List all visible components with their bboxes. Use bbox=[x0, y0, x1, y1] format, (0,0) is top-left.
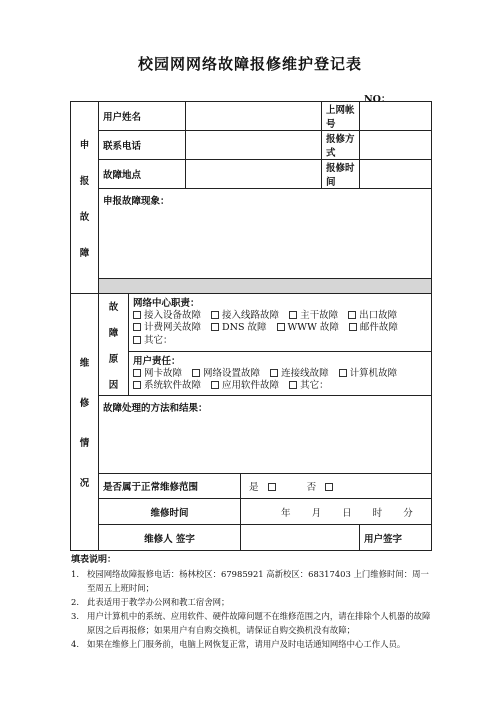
option-exit[interactable]: 出口故障 bbox=[348, 310, 397, 321]
phone-field[interactable] bbox=[186, 131, 322, 160]
user-name-label: 用户姓名 bbox=[99, 102, 186, 131]
signer-field[interactable] bbox=[241, 525, 360, 551]
repair-registration-form bbox=[70, 101, 432, 551]
location-field[interactable] bbox=[186, 160, 322, 189]
shaded-divider bbox=[99, 279, 432, 294]
option-user-other[interactable]: 其它： bbox=[289, 380, 329, 391]
option-cable[interactable]: 连接线故障 bbox=[270, 368, 329, 379]
option-system-software[interactable]: 系统软件故障 bbox=[133, 380, 201, 391]
center-duties-heading: 网络中心职责： bbox=[133, 298, 200, 309]
report-method-label: 报修方式 bbox=[322, 131, 360, 160]
scope-options bbox=[241, 474, 432, 499]
instruction-item: 2. 此表适用于教学办公网和教工宿舍网； bbox=[71, 597, 230, 607]
option-computer[interactable]: 计算机故障 bbox=[339, 368, 398, 379]
option-www[interactable]: WWW 故障 bbox=[277, 322, 339, 333]
fault-cause-label: 故 障 原 因 bbox=[99, 294, 129, 396]
instruction-item: 4. 如果在维修上门服务前，电脑上网恢复正常，请用户及时电话通知网络中心工作人员。 bbox=[71, 639, 406, 649]
instruction-item: 1. 校园网络故障报修电话：杨林校区：67985921 高新校区：68317403 上门维修时间：周一至周五上班时间； bbox=[71, 569, 429, 593]
scope-no[interactable]: 否 bbox=[307, 482, 337, 493]
handling-result-label: 故障处理的方法和结果： bbox=[103, 403, 208, 414]
signer-label: 维修人 签字 bbox=[99, 525, 241, 551]
option-mail[interactable]: 邮件故障 bbox=[349, 322, 398, 333]
form-title: 校园网网络故障报修维护登记表 bbox=[137, 55, 362, 73]
report-method-field[interactable] bbox=[360, 131, 432, 160]
option-billing-gateway[interactable]: 计费网关故障 bbox=[133, 322, 201, 333]
network-center-duties bbox=[129, 294, 432, 352]
repair-section-label: 维 修 情 况 bbox=[71, 294, 99, 551]
scope-yes[interactable]: 是 bbox=[249, 482, 279, 493]
account-field[interactable] bbox=[360, 102, 432, 131]
repair-time-field[interactable]: 年 月 日 时 分 bbox=[241, 499, 432, 525]
scope-label: 是否属于正常维修范围 bbox=[99, 474, 241, 499]
option-access-line[interactable]: 接入线路故障 bbox=[211, 310, 279, 321]
serial-number-label: NO： bbox=[364, 94, 391, 105]
report-time-label: 报修时间 bbox=[322, 160, 360, 189]
phenomenon-field[interactable] bbox=[99, 189, 432, 279]
account-label: 上网帐号 bbox=[322, 102, 360, 131]
repair-time-label: 维修时间 bbox=[99, 499, 241, 525]
option-backbone[interactable]: 主干故障 bbox=[289, 310, 338, 321]
report-time-field[interactable] bbox=[360, 160, 432, 189]
instructions bbox=[71, 553, 431, 651]
phenomenon-label: 申报故障现象： bbox=[103, 196, 170, 207]
option-nic[interactable]: 网卡故障 bbox=[133, 368, 182, 379]
option-application-software[interactable]: 应用软件故障 bbox=[211, 380, 279, 391]
user-responsibility bbox=[129, 352, 432, 396]
user-sign-label: 用户签字 bbox=[360, 525, 432, 551]
instructions-heading: 填表说明： bbox=[71, 555, 117, 565]
user-name-field[interactable] bbox=[186, 102, 322, 131]
phone-label: 联系电话 bbox=[99, 131, 186, 160]
option-access-device[interactable]: 接入设备故障 bbox=[133, 310, 201, 321]
user-duties-heading: 用户责任： bbox=[133, 356, 181, 367]
option-dns[interactable]: DNS 故障 bbox=[211, 322, 266, 333]
option-center-other[interactable]: 其它： bbox=[133, 335, 173, 346]
option-network-settings[interactable]: 网络设置故障 bbox=[192, 368, 260, 379]
handling-result-field[interactable] bbox=[99, 396, 432, 474]
instruction-item: 3. 用户计算机中的系统、应用软件、硬件故障问题不在维修范围之内，请在排除个人机器的故障原因之后再报修；如果用户有自购交换机，请保证自购交换机没有故障； bbox=[71, 611, 431, 635]
report-section-label: 申 报 故 障 bbox=[71, 102, 99, 294]
location-label: 故障地点 bbox=[99, 160, 186, 189]
